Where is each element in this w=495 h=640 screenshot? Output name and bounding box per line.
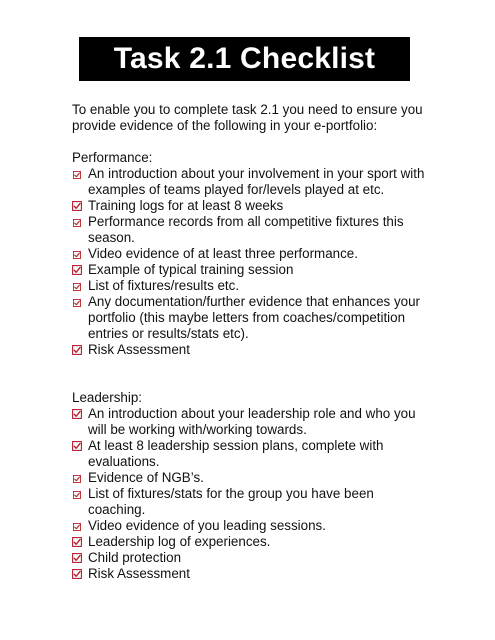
performance-checklist — [72, 166, 432, 358]
checklist-item-text: Training logs for at least 8 weeks — [88, 198, 284, 213]
checklist-item — [72, 534, 432, 550]
checked-box-icon — [73, 171, 81, 179]
checklist-item-text: An introduction about your leadership role and who you will be working with/working towards. — [88, 406, 416, 437]
title-banner — [79, 37, 410, 81]
checklist-item-text: Video evidence of at least three performance. — [88, 246, 358, 261]
performance-section — [72, 150, 432, 358]
checked-box-icon — [72, 441, 82, 451]
checklist-item — [72, 278, 432, 294]
checklist-item — [72, 198, 432, 214]
document-body — [72, 102, 432, 582]
checklist-item-text: Risk Assessment — [88, 566, 190, 581]
checklist-item — [72, 438, 432, 470]
checklist-item — [72, 166, 432, 198]
section-heading: Performance: — [72, 150, 153, 165]
checklist-item-text: Performance records from all competitive fixtures this season. — [88, 214, 404, 245]
page-title: Task 2.1 Checklist — [113, 42, 376, 75]
checklist-item — [72, 550, 432, 566]
checked-box-icon — [73, 219, 81, 227]
checked-box-icon — [73, 299, 81, 307]
checklist-item — [72, 518, 432, 534]
checklist-item-text: At least 8 leadership session plans, complete with evaluations. — [88, 438, 384, 469]
checklist-item-text: Evidence of NGB’s. — [88, 470, 204, 485]
leadership-checklist — [72, 406, 432, 582]
checklist-item-text: Example of typical training session — [88, 262, 294, 277]
checked-box-icon — [73, 283, 81, 291]
checked-box-icon — [72, 409, 82, 419]
checklist-item — [72, 470, 432, 486]
checked-box-icon — [72, 569, 82, 579]
checklist-item-text: Any documentation/further evidence that enhances your portfolio (this maybe letters from coaches/competition entries or results/stats etc). — [88, 294, 421, 341]
checklist-item — [72, 566, 432, 582]
leadership-section — [72, 390, 432, 582]
checklist-item-text: Risk Assessment — [88, 342, 190, 357]
checklist-item-text: List of fixtures/stats for the group you have been coaching. — [88, 486, 374, 517]
checklist-item — [72, 406, 432, 438]
checklist-item-text: Child protection — [88, 550, 182, 565]
checklist-item-text: Leadership log of experiences. — [88, 534, 271, 549]
checklist-item-text: An introduction about your involvement in your sport with examples of teams played for/levels played at etc. — [88, 166, 425, 197]
checked-box-icon — [73, 523, 81, 531]
checklist-item — [72, 262, 432, 278]
checklist-item — [72, 214, 432, 246]
checklist-item — [72, 486, 432, 518]
checklist-item — [72, 342, 432, 358]
checklist-item-text: Video evidence of you leading sessions. — [88, 518, 326, 533]
checked-box-icon — [72, 265, 82, 275]
checklist-item — [72, 294, 432, 342]
section-heading: Leadership: — [72, 390, 142, 405]
checked-box-icon — [73, 491, 81, 499]
checked-box-icon — [72, 201, 82, 211]
checked-box-icon — [72, 537, 82, 547]
checked-box-icon — [73, 475, 81, 483]
checked-box-icon — [72, 553, 82, 563]
intro-paragraph: To enable you to complete task 2.1 you need to ensure you provide evidence of the following in your e-portfolio: — [72, 102, 423, 133]
checked-box-icon — [73, 251, 81, 259]
checklist-item-text: List of fixtures/results etc. — [88, 278, 240, 293]
checklist-item — [72, 246, 432, 262]
checked-box-icon — [72, 345, 82, 355]
